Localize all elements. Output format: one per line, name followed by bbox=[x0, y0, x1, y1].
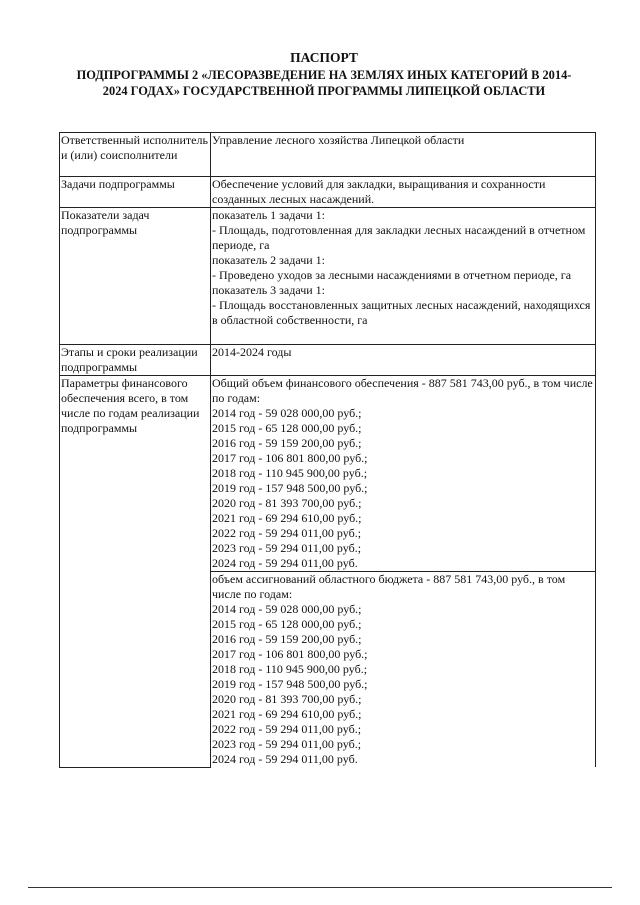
document-title bbox=[44, 50, 604, 99]
value-line: - Площадь восстановленных защитных лесных насаждений, находящихся в областной собственности, га bbox=[212, 298, 591, 327]
value-line: 2023 год - 59 294 011,00 руб.; bbox=[212, 737, 362, 751]
value-line: 2017 год - 106 801 800,00 руб.; bbox=[212, 451, 368, 465]
value-line: 2020 год - 81 393 700,00 руб.; bbox=[212, 692, 362, 706]
value-line: - Проведено уходов за лесными насаждениями в отчетном периоде, га bbox=[212, 268, 572, 282]
value-line: 2014 год - 59 028 000,00 руб.; bbox=[212, 602, 362, 616]
value-line: показатель 1 задачи 1: bbox=[212, 208, 325, 222]
table-row bbox=[60, 376, 596, 572]
row-value bbox=[211, 177, 596, 208]
title-line-1: ПАСПОРТ bbox=[290, 50, 358, 65]
table-row bbox=[60, 133, 596, 177]
value-line: Обеспечение условий для закладки, выращивания и сохранности созданных лесных насаждений. bbox=[212, 177, 546, 206]
value-line: 2018 год - 110 945 900,00 руб.; bbox=[212, 466, 368, 480]
value-line: объем ассигнований областного бюджета - 887 581 743,00 руб., в том числе по годам: bbox=[212, 572, 566, 601]
value-line: 2018 год - 110 945 900,00 руб.; bbox=[212, 662, 368, 676]
value-line: 2021 год - 69 294 610,00 руб.; bbox=[212, 707, 362, 721]
row-value bbox=[211, 133, 596, 177]
value-line: Общий объем финансового обеспечения - 887 581 743,00 руб., в том числе по годам: bbox=[212, 376, 593, 405]
value-line: 2016 год - 59 159 200,00 руб.; bbox=[212, 632, 362, 646]
row-label: Задачи подпрограммы bbox=[60, 177, 211, 208]
value-line: 2024 год - 59 294 011,00 руб. bbox=[212, 556, 358, 570]
value-line: 2024 год - 59 294 011,00 руб. bbox=[212, 752, 358, 766]
table-row bbox=[60, 345, 596, 376]
value-line: - Площадь, подготовленная для закладки лесных насаждений в отчетном периоде, га bbox=[212, 223, 586, 252]
finance-total-cell bbox=[211, 376, 596, 572]
value-line: показатель 3 задачи 1: bbox=[212, 283, 325, 297]
value-line: показатель 2 задачи 1: bbox=[212, 253, 325, 267]
row-label: Показатели задач подпрограммы bbox=[60, 208, 211, 345]
passport-table bbox=[59, 132, 596, 768]
value-line: Управление лесного хозяйства Липецкой области bbox=[212, 133, 465, 147]
page-bottom-rule bbox=[28, 887, 612, 888]
table-row bbox=[60, 177, 596, 208]
value-line: 2016 год - 59 159 200,00 руб.; bbox=[212, 436, 362, 450]
value-line: 2014-2024 годы bbox=[212, 345, 292, 359]
value-line: 2019 год - 157 948 500,00 руб.; bbox=[212, 677, 368, 691]
row-value bbox=[211, 208, 596, 345]
row-label: Ответственный исполнитель и (или) соисполнители bbox=[60, 133, 211, 177]
value-line: 2019 год - 157 948 500,00 руб.; bbox=[212, 481, 368, 495]
value-line: 2017 год - 106 801 800,00 руб.; bbox=[212, 647, 368, 661]
value-line: 2022 год - 59 294 011,00 руб.; bbox=[212, 722, 362, 736]
value-line: 2020 год - 81 393 700,00 руб.; bbox=[212, 496, 362, 510]
value-line: 2015 год - 65 128 000,00 руб.; bbox=[212, 421, 362, 435]
title-line-3: 2024 ГОДАХ» ГОСУДАРСТВЕННОЙ ПРОГРАММЫ ЛИПЕЦКОЙ ОБЛАСТИ bbox=[102, 84, 546, 98]
title-line-2: ПОДПРОГРАММЫ 2 «ЛЕСОРАЗВЕДЕНИЕ НА ЗЕМЛЯХ ИНЫХ КАТЕГОРИЙ В 2014- bbox=[76, 68, 572, 82]
value-line: 2015 год - 65 128 000,00 руб.; bbox=[212, 617, 362, 631]
row-value bbox=[211, 345, 596, 376]
value-line: 2021 год - 69 294 610,00 руб.; bbox=[212, 511, 362, 525]
row-label: Этапы и сроки реализации подпрограммы bbox=[60, 345, 211, 376]
finance-regional-cell bbox=[211, 572, 596, 768]
value-line: 2022 год - 59 294 011,00 руб.; bbox=[212, 526, 362, 540]
value-line: 2014 год - 59 028 000,00 руб.; bbox=[212, 406, 362, 420]
row-label: Параметры финансового обеспечения всего, в том числе по годам реализации подпрограммы bbox=[60, 376, 211, 768]
table-row bbox=[60, 208, 596, 345]
value-line: 2023 год - 59 294 011,00 руб.; bbox=[212, 541, 362, 555]
